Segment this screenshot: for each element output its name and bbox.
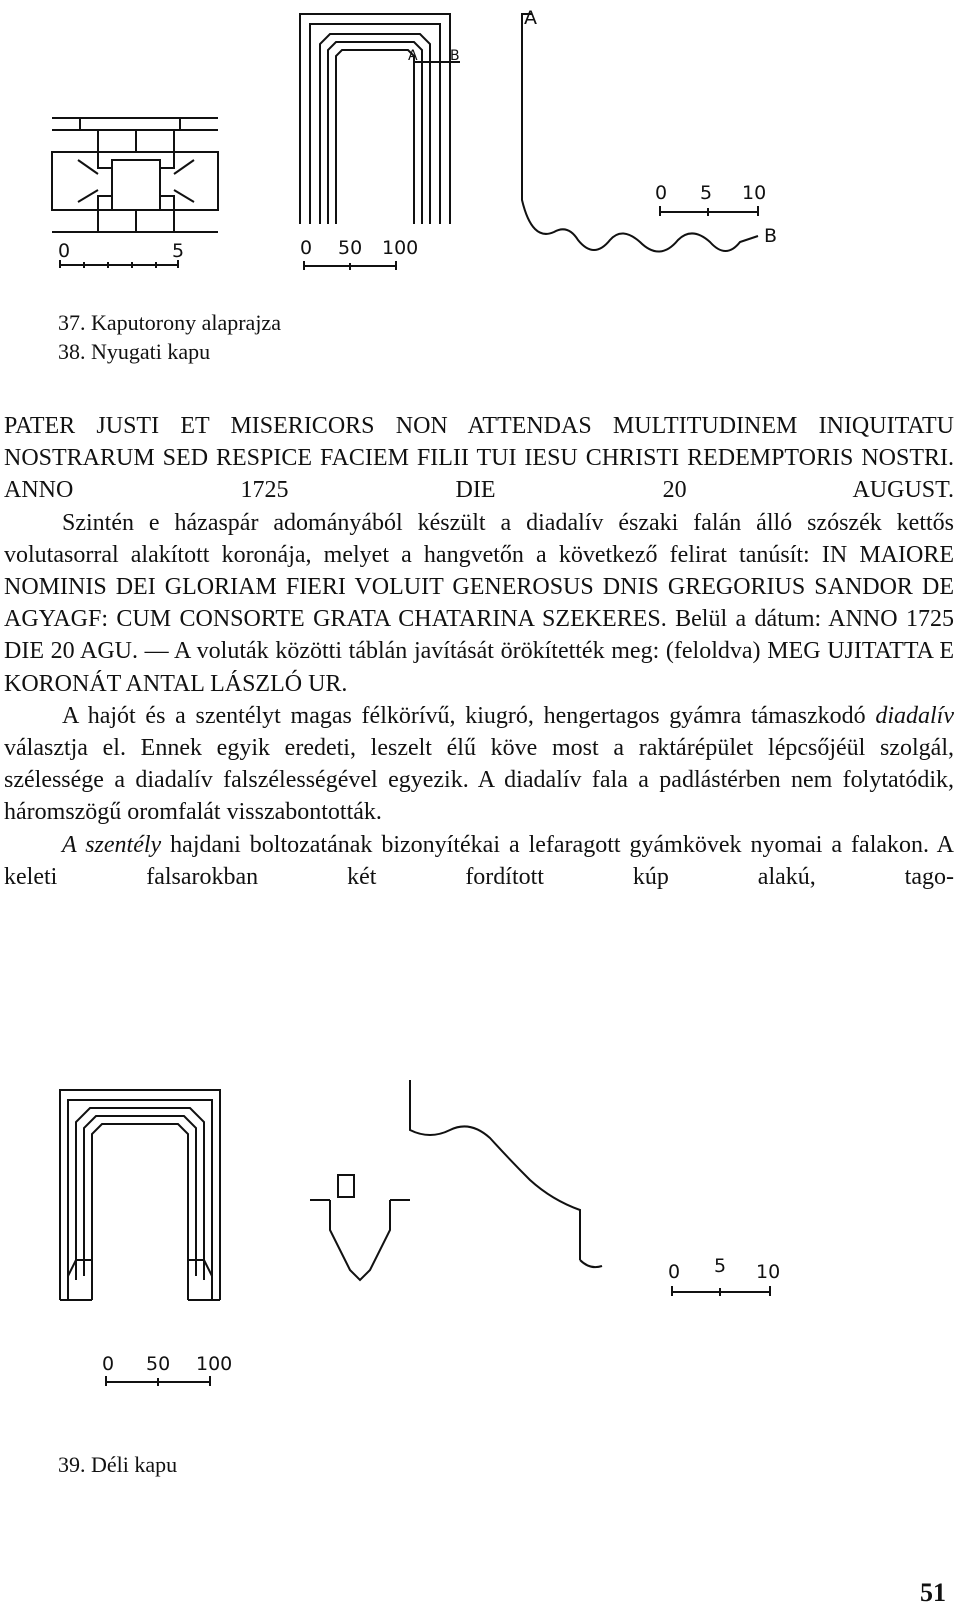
scale-label-0: 0 [300,237,313,259]
scale-label-50: 50 [146,1353,171,1375]
scale-label-0: 0 [58,240,71,262]
portal-drawing [50,1080,250,1390]
paragraph-text: hajdani boltozatának bizonyítékai a lefaragott gyámkövek nyomai a falakon. A keleti falsarokban két fordított kúp alakú, tago- [4,831,954,890]
paragraph-text: választja el. Ennek egyik eredeti, leszelt élű köve most a raktárépület lépcsőjéül szolgál, szélessége a diadalív falszélességével egyezik. A diadalív fala a padlástérben nem folytatódik, háromszögű oromfalát visszabontották. [4,735,954,826]
paragraph-pulpit: Szintén e házaspár adományából készült a diadalív északi falán álló szószék kettős volutasorral alakított koronája, melyet a hangvetőn a következő felirat tanúsít: IN MAIORE NOMINIS DEI GLORIAM FIERI VOLUIT GENEROSUS DNIS GREGORIUS SANDOR DE AGYAGF: CUM CONSORTE GRATA CHATARINA SZEKERES. Belül a dátum: ANNO 1725 DIE 20 AGU. — A voluták közötti táblán javítását örökítették meg: (feloldva) MEG UJITATTA E KORONÁT ANTAL LÁSZLÓ UR. [4,509,954,697]
scale-label-0: 0 [655,182,668,204]
section-label-b: B [450,48,460,64]
scale-label-5: 5 [172,240,185,262]
caption-39: 39. Déli kapu [58,1452,178,1477]
paragraph-text: A hajót és a szentélyt magas félkörívű, kiugró, hengertagos gyámra támaszkodó [62,702,876,729]
figure-38-west-portal [290,4,475,274]
italic-term: diadalív [875,702,954,729]
italic-term: A szentély [62,831,162,858]
scale-label-5: 5 [700,182,713,204]
main-text [4,410,954,893]
section-label-a: A [524,7,537,29]
scale-label-50: 50 [338,237,363,259]
scale-label-0: 0 [102,1353,115,1375]
figure-38-profile-section [510,4,780,274]
profile-drawing [290,1070,790,1320]
inscription-paragraph: PATER JUSTI ET MISERICORS NON ATTENDAS MULTITUDINEM INIQUITATU NOSTRARUM SED RESPICE FACIEM FILII TUI IESU CHRISTI REDEMPTORIS NOSTRI. ANNO 1725 DIE 20 AUGUST. [4,413,954,504]
paragraph-triumphal-arch [4,700,954,829]
scale-label-0: 0 [668,1261,681,1283]
scale-label-100: 100 [196,1353,233,1375]
scale-label-10: 10 [742,182,767,204]
scale-label-5: 5 [714,1255,727,1277]
plan-drawing [50,110,220,275]
caption-38: 38. Nyugati kapu [58,339,211,364]
paragraph-sanctuary [4,829,954,893]
figure-39-profile-section [290,1070,790,1320]
portal-drawing [290,4,475,274]
scale-label-100: 100 [382,237,419,259]
scale-label-10: 10 [756,1261,781,1283]
profile-drawing [510,4,780,274]
figure-37-gate-tower-plan [50,110,220,275]
caption-37: 37. Kaputorony alaprajza [58,310,281,335]
page-number: 51 [920,1578,946,1607]
section-label-b: B [764,225,778,247]
figure-39-south-portal [50,1080,250,1390]
section-label-a: A [408,48,418,64]
